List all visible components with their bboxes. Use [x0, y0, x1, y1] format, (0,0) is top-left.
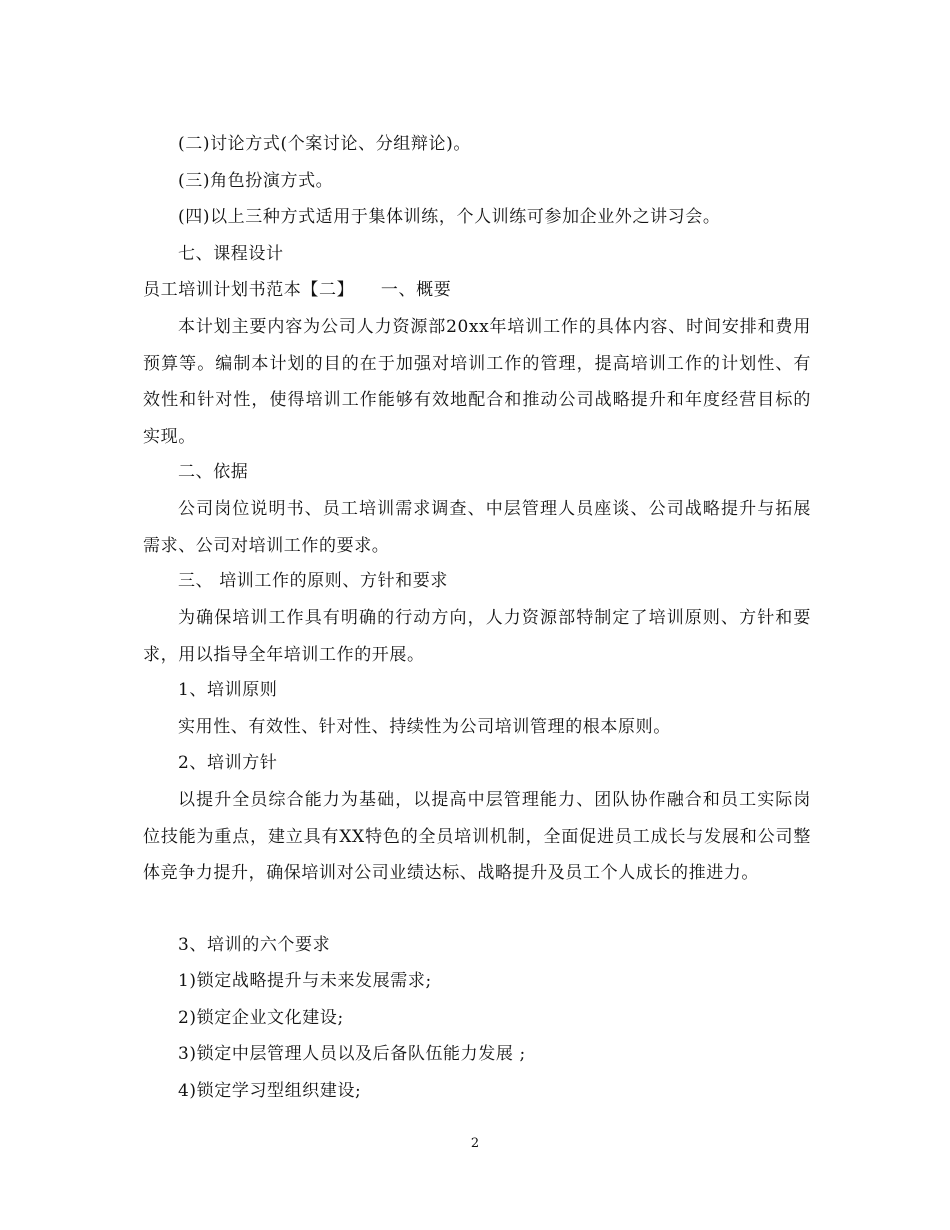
subsection-heading: 2、培训方针 — [178, 753, 278, 773]
paragraph: 公司岗位说明书、员工培训需求调查、中层管理人员座谈、公司战略提升与拓展需求、公司对培训工作的要求。 — [143, 499, 811, 556]
section-heading: 员工培训计划书范本【二】 一、概要 — [143, 280, 452, 300]
list-item: 2)锁定企业文化建设; — [178, 1008, 344, 1028]
list-item: 3)锁定中层管理人员以及后备队伍能力发展 ; — [178, 1044, 526, 1064]
list-item: 1)锁定战略提升与未来发展需求; — [178, 971, 432, 991]
section-heading: 七、课程设计 — [178, 244, 284, 264]
section-heading: 二、依据 — [178, 462, 249, 482]
text-line: (四)以上三种方式适用于集体训练，个人训练可参加企业外之讲习会。 — [178, 207, 721, 227]
subsection-heading: 1、培训原则 — [178, 680, 278, 700]
paragraph: 以提升全员综合能力为基础，以提高中层管理能力、团队协作融合和员工实际岗位技能为重点，建立具有XX特色的全员培训机制，全面促进员工成长与发展和公司整体竞争力提升，确保培训对公司业绩达标、战略提升及员工个人成长的推进力。 — [143, 790, 811, 883]
text-line: (三)角色扮演方式。 — [178, 171, 334, 191]
paragraph: 本计划主要内容为公司人力资源部20xx年培训工作的具体内容、时间安排和费用预算等。编制本计划的目的在于加强对培训工作的管理，提高培训工作的计划性、有效性和针对性，使得培训工作能够有效地配合和推动公司战略提升和年度经营目标的实现。 — [143, 317, 811, 447]
subsection-heading: 3、培训的六个要求 — [178, 935, 331, 955]
list-item: 4)锁定学习型组织建设; — [178, 1081, 362, 1101]
text-line: (二)讨论方式(个案讨论、分组辩论)。 — [178, 134, 471, 154]
text-line: 实用性、有效性、针对性、持续性为公司培训管理的根本原则。 — [178, 717, 671, 737]
section-heading: 三、 培训工作的原则、方针和要求 — [178, 571, 449, 591]
page-number: 2 — [470, 1136, 480, 1151]
paragraph: 为确保培训工作具有明确的行动方向，人力资源部特制定了培训原则、方针和要求，用以指导全年培训工作的开展。 — [143, 608, 811, 665]
